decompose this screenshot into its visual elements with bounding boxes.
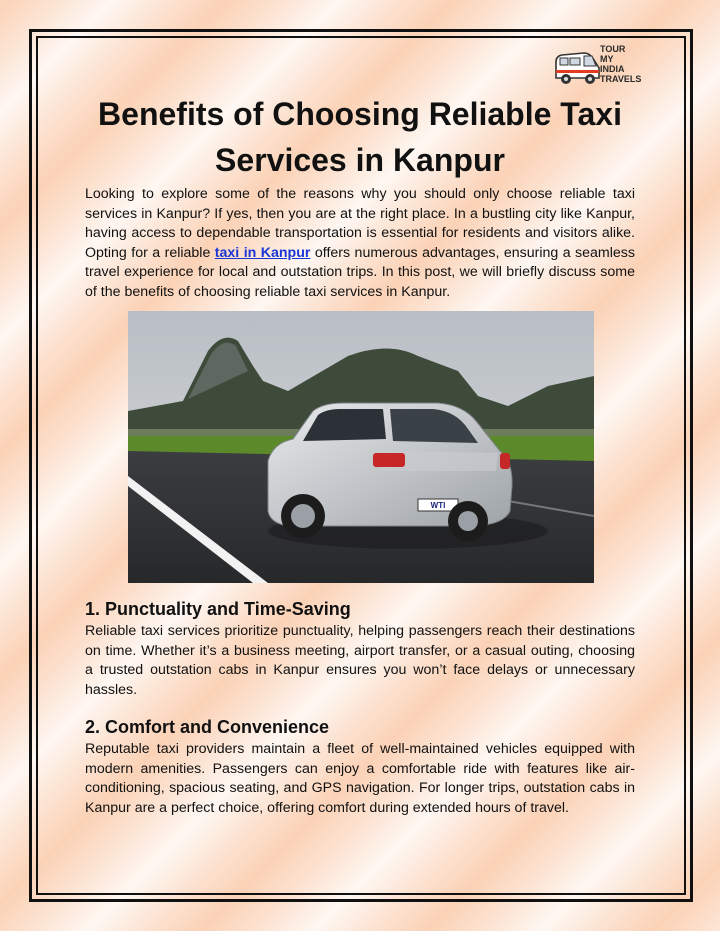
section-body-comfort: Reputable taxi providers maintain a fleet of well-maintained vehicles equipped with modern amenities. Passengers can enjoy a comfortable ride with features like air-conditioning, spacious seating, and GPS navigation. For longer trips, outstation cabs in Kanpur are a perfect choice, offering comfort during extended hours of travel. (85, 741, 635, 816)
taxi-car-photo (128, 311, 594, 583)
section-body-punctuality: Reliable taxi services prioritize punctuality, helping passengers reach their destinations on time. Whether it’s a business meeting, airport transfer, or a casual outing, choosing a trusted outstation cabs in Kanpur ensures you won’t face delays or unnecessary hassles. (85, 623, 635, 698)
intro-text-after: offers numerous advantages, ensuring a seamless travel experience for local and outstation trips. In this post, we will briefly discuss some of the benefits of choosing reliable taxi services in Kanpur. (85, 244, 635, 300)
brand-name: TOUR MY INDIA TRAVELS (600, 44, 642, 84)
taxi-in-kanpur-link[interactable]: taxi in Kanpur (214, 244, 311, 261)
section-heading-punctuality: 1. Punctuality and Time-Saving (85, 599, 351, 619)
page-title: Benefits of Choosing Reliable Taxi Services in Kanpur (98, 96, 622, 178)
license-plate: WTI (430, 501, 446, 510)
intro-paragraph (85, 185, 635, 302)
intro-text-before: Looking to explore some of the reasons why you should only choose reliable taxi services in Kanpur? If yes, then you are at the right place. In a bustling city like Kanpur, having access to dependable transportation is essential for residents and visitors alike. Opting for a reliable (85, 186, 635, 261)
taxi-van-icon (554, 48, 602, 88)
section-heading-comfort: 2. Comfort and Convenience (85, 717, 330, 737)
brand-logo (554, 44, 642, 90)
